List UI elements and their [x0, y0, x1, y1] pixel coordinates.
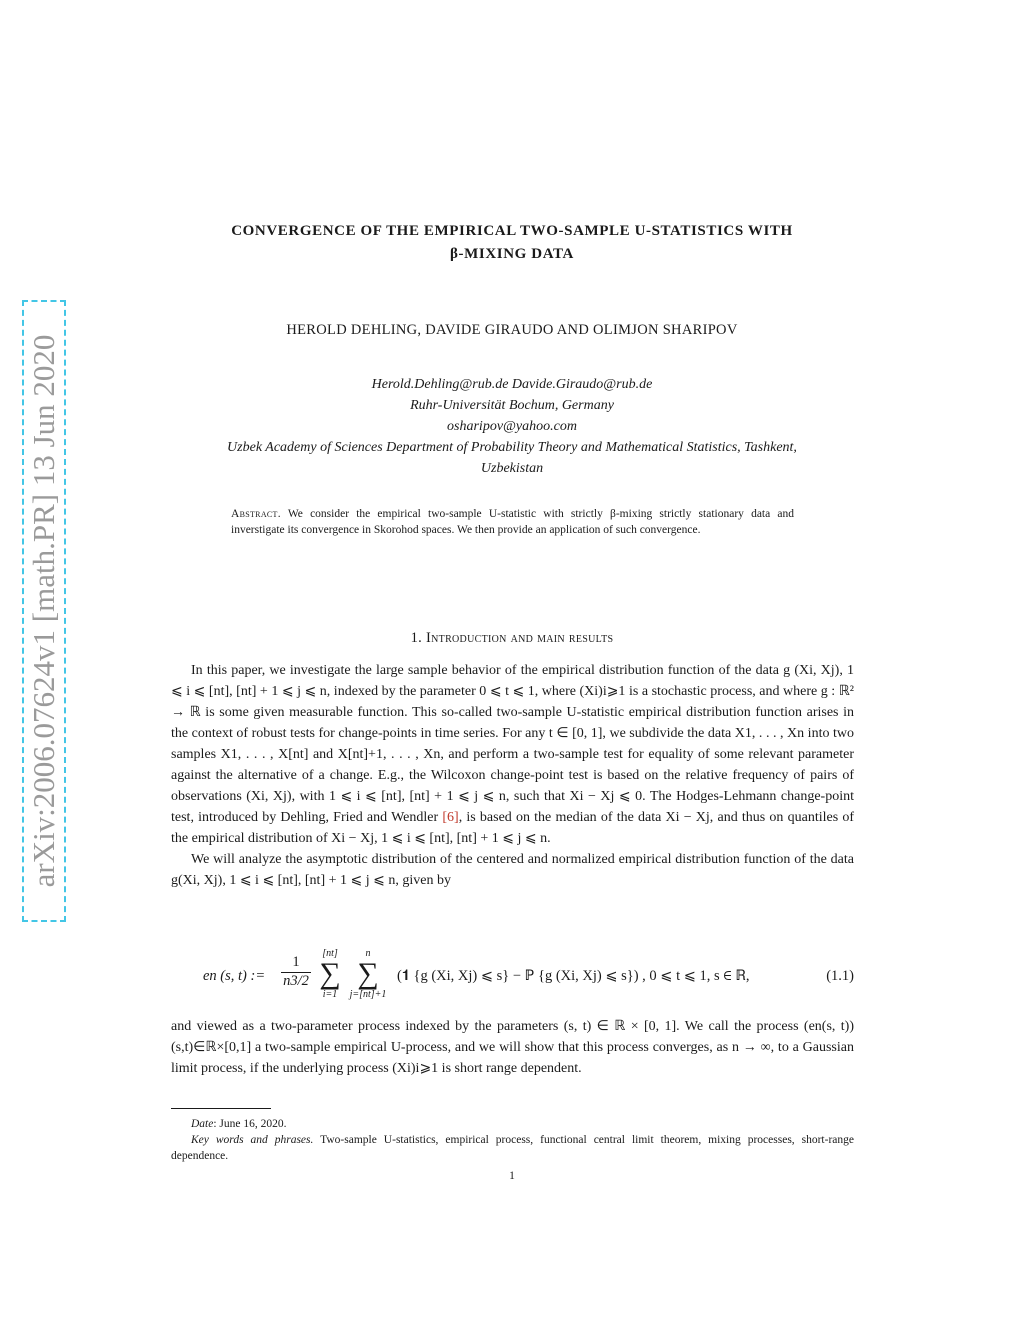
- fraction-denominator: n3/2: [283, 973, 309, 989]
- paragraph-1-end: , is based on the median of the data Xi − Xj, and thus on quantiles of the empirical distribution of Xi − Xj, 1 ⩽ i ⩽ [nt], [nt] + 1 ⩽ j ⩽ n.: [171, 810, 855, 846]
- equation-rhs: (𝟏 {g (Xi, Xj) ⩽ s} − ℙ {g (Xi, Xj) ⩽ s}) , 0 ⩽ t ⩽ 1, s ∈ ℝ,: [397, 968, 750, 984]
- abstract: [231, 506, 794, 538]
- title-line-1: CONVERGENCE OF THE EMPIRICAL TWO-SAMPLE U-STATISTICS WITH: [231, 223, 793, 239]
- date-value: : June 16, 2020.: [213, 1118, 287, 1130]
- title-line-2: β-MIXING DATA: [450, 246, 574, 262]
- sum-over-j: [343, 948, 393, 1000]
- fraction-numerator: 1: [281, 954, 311, 973]
- page-number: 1: [509, 1170, 515, 1182]
- authors: HEROLD DEHLING, DAVIDE GIRAUDO AND OLIMJON SHARIPOV: [286, 322, 738, 338]
- equation-1-1: [171, 948, 854, 1008]
- body-text-continued: [171, 1016, 854, 1079]
- paragraph-2: We will analyze the asymptotic distribution of the centered and normalized empirical distribution function of the data g(Xi, Xj), 1 ⩽ i ⩽ [nt], [nt] + 1 ⩽ j ⩽ n, given by: [171, 852, 854, 888]
- affiliation-bochum: Ruhr-Universität Bochum, Germany: [410, 398, 614, 413]
- affiliation-email-sharipov: osharipov@yahoo.com: [447, 419, 577, 434]
- sum-i-upper: [nt]: [322, 948, 338, 959]
- paragraph-3: and viewed as a two-parameter process indexed by the parameters (s, t) ∈ ℝ × [0, 1]. We call the process (en(s, t))(s,t)∈ℝ×[0,1] a two-sample empirical U-process, and we will show that this process converges, as n → ∞, to a Gaussian limit process, if the underlying process (Xi)i⩾1 is short range dependent.: [171, 1019, 854, 1076]
- footnotes: [171, 1116, 854, 1164]
- sum-symbol-i: ∑: [319, 957, 341, 990]
- sum-j-upper: n: [365, 948, 371, 959]
- body-text: [171, 660, 854, 891]
- footnote-divider: [171, 1108, 271, 1109]
- section-heading: 1. Introduction and main results: [410, 630, 614, 646]
- sum-symbol-j: ∑: [357, 957, 379, 990]
- paper-title: [0, 220, 1024, 266]
- equation-lhs: en (s, t) :=: [203, 968, 266, 984]
- affiliation-emails: Herold.Dehling@rub.de Davide.Giraudo@rub.de: [371, 377, 653, 392]
- citation-link[interactable]: [6]: [442, 810, 459, 825]
- sum-j-lower: j=[nt]+1: [349, 989, 387, 1000]
- abstract-text: We consider the empirical two-sample U-statistic with strictly β-mixing strictly stationary data and inverstigate its convergence in Skorohod spaces. We then provide an application of such convergence.: [231, 508, 794, 536]
- affiliation-uzbekistan: Uzbekistan: [480, 461, 544, 476]
- affiliation-tashkent: Uzbek Academy of Sciences Department of Probability Theory and Mathematical Statistics, Tashkent,: [227, 440, 797, 455]
- sum-i-lower: i=1: [322, 989, 338, 1000]
- keywords-value: Two-sample U-statistics, empirical process, functional central limit theorem, mixing processes, short-range dependence.: [171, 1134, 854, 1162]
- footnote-date: [171, 1116, 854, 1132]
- paragraph-1: [171, 660, 854, 849]
- equation-number: (1.1): [826, 968, 854, 984]
- equation-fraction: [281, 954, 311, 990]
- sum-over-i: [315, 948, 345, 1000]
- paragraph-1-text: In this paper, we investigate the large sample behavior of the empirical distribution function of the data g (Xi, Xj), 1 ⩽ i ⩽ [nt], [nt] + 1 ⩽ j ⩽ n, indexed by the parameter 0 ⩽ t ⩽ 1, where (Xi)i⩾1 is a stochastic process, and where g : ℝ² → ℝ is some given measurable function. This so-called two-sample U-statistic empirical distribution function arises in the context of robust tests for change-points in time series. For any t ∈ [0, 1], we subdivide the data X1, . . . , Xn into two samples X1, . . . , X[nt] and X[nt]+1, . . . , Xn, and perform a two-sample test for equality of some relevant parameter against the alternative of a change. E.g., the Wilcoxon change-point test is based on the relative frequency of pairs of observations (Xi, Xj), with 1 ⩽ i ⩽ [nt], [nt] + 1 ⩽ j ⩽ n, such that Xi − Xj ⩽ 0. The Hodges-Lehmann change-point test, introduced by Dehling, Fried and Wendler: [171, 663, 854, 825]
- arxiv-identifier: arXiv:2006.07624v1 [math.PR] 13 Jun 2020: [26, 334, 61, 888]
- date-label: Date: [191, 1118, 214, 1130]
- abstract-label: Abstract.: [231, 508, 281, 520]
- affiliations: [0, 374, 1024, 479]
- keywords-label: Key words and phrases.: [191, 1134, 314, 1146]
- footnote-keywords: [171, 1132, 854, 1164]
